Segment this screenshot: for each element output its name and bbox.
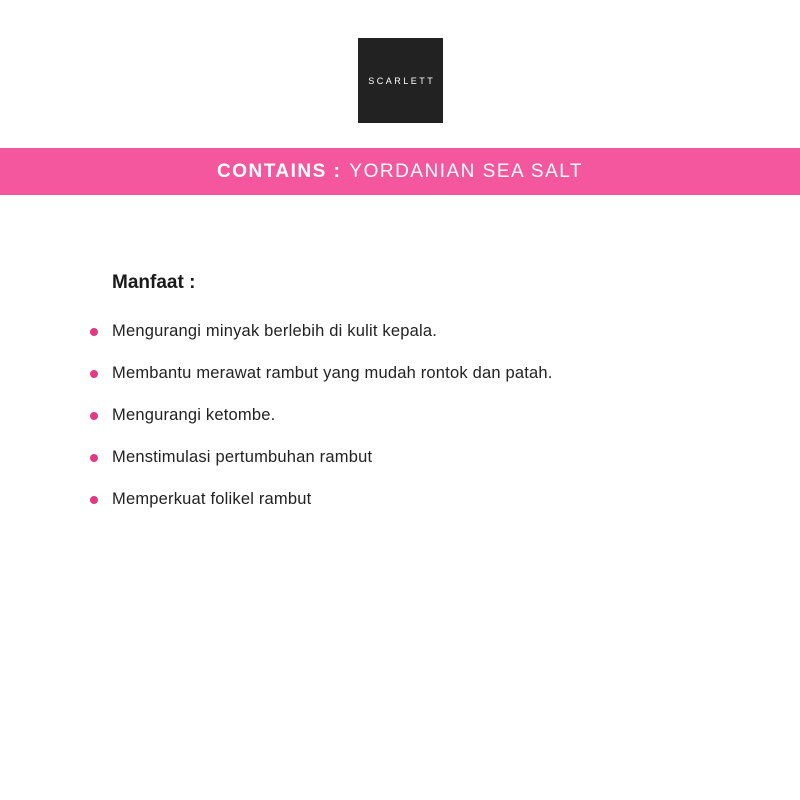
bullet-icon (90, 370, 98, 378)
list-item (90, 406, 710, 425)
brand-logo (358, 38, 443, 123)
benefit-text: Mengurangi minyak berlebih di kulit kepala. (112, 322, 438, 340)
contains-banner (0, 148, 800, 195)
bullet-icon (90, 454, 98, 462)
contains-banner-label: CONTAINS : (216, 160, 342, 182)
benefits-list (90, 322, 710, 509)
bullet-icon (90, 496, 98, 504)
list-item (90, 322, 710, 341)
bullet-icon (90, 412, 98, 420)
benefits-heading: Manfaat : (112, 272, 196, 293)
benefit-text: Memperkuat folikel rambut (112, 490, 312, 508)
list-item (90, 448, 710, 467)
list-item (90, 490, 710, 509)
contains-banner-value: YORDANIAN SEA SALT (349, 160, 584, 182)
bullet-icon (90, 328, 98, 336)
brand-logo-text: SCARLETT (368, 75, 436, 86)
benefit-text: Mengurangi ketombe. (112, 406, 276, 424)
benefits-section (90, 272, 710, 532)
list-item (90, 364, 710, 383)
benefit-text: Menstimulasi pertumbuhan rambut (112, 448, 373, 466)
benefit-text: Membantu merawat rambut yang mudah rontok dan patah. (112, 364, 553, 382)
